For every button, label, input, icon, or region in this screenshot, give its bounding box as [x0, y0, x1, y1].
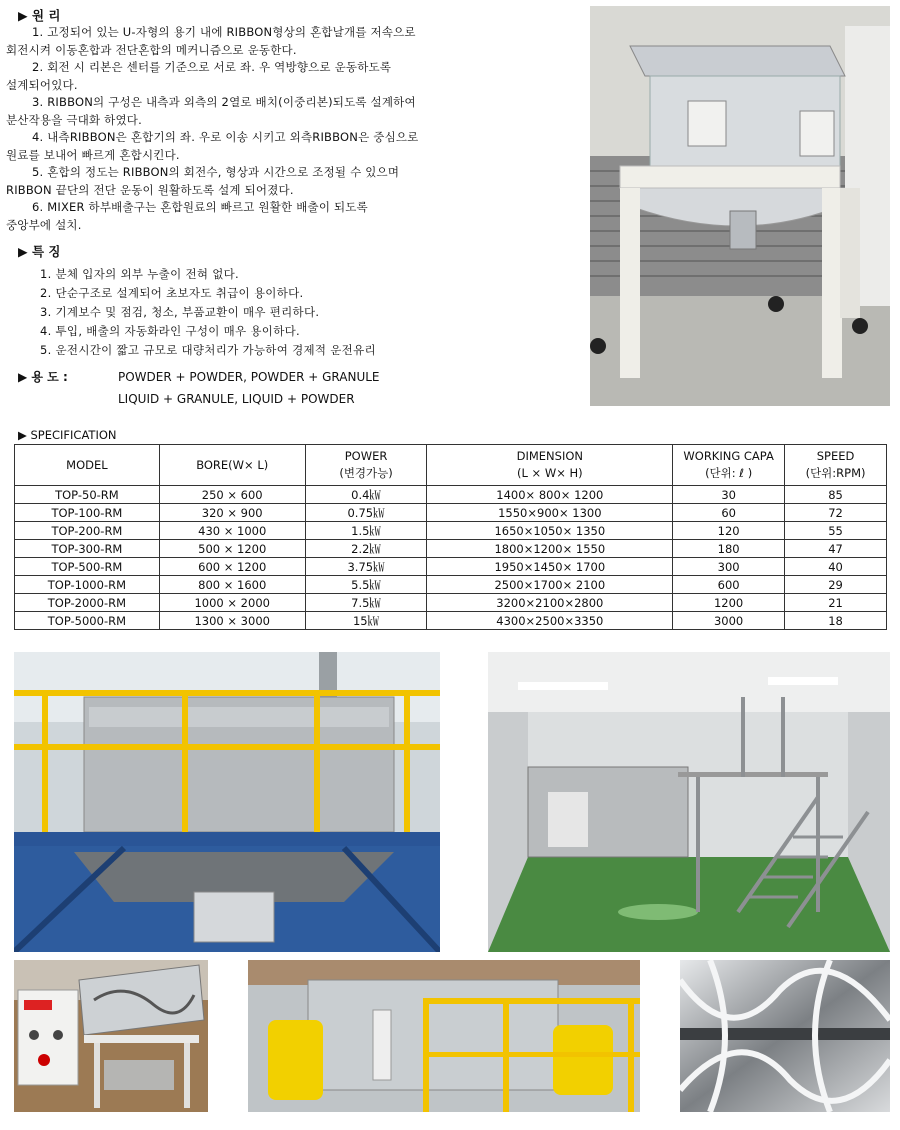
cell-model: TOP-100-RM	[15, 504, 160, 522]
cell-speed: 85	[785, 486, 887, 504]
cell-speed: 72	[785, 504, 887, 522]
principle-line: 회전시켜 이동혼합과 전단혼합의 메커니즘으로 운동한다.	[6, 42, 297, 57]
table-row	[15, 522, 887, 540]
cell-bore: 800 × 1600	[159, 576, 305, 594]
principle-line: RIBBON 끝단의 전단 운동이 원활하도록 설계 되어졌다.	[6, 182, 294, 197]
cell-model: TOP-50-RM	[15, 486, 160, 504]
cell-dimension: 2500×1700× 2100	[427, 576, 673, 594]
cell-dimension: 1800×1200× 1550	[427, 540, 673, 558]
principle-heading: ▶ 원 리	[18, 8, 61, 23]
header-speed: SPEED (단위:RPM)	[785, 445, 887, 486]
cell-dimension: 3200×2100×2800	[427, 594, 673, 612]
principle-line: 1. 고정되어 있는 U-자형의 용기 내에 RIBBON형상의 혼합날개를 저속으로	[32, 25, 416, 39]
cell-speed: 18	[785, 612, 887, 630]
cell-model: TOP-200-RM	[15, 522, 160, 540]
principle-line: 설계되어있다.	[6, 77, 78, 92]
principle-text	[6, 24, 419, 234]
cell-power: 3.75㎾	[305, 558, 427, 576]
cell-capa: 600	[673, 576, 785, 594]
features-heading: ▶ 특 징	[18, 244, 61, 259]
cell-model: TOP-2000-RM	[15, 594, 160, 612]
ribbon-mixer-photo	[590, 6, 890, 406]
cell-capa: 30	[673, 486, 785, 504]
table-row	[15, 486, 887, 504]
cell-dimension: 1950×1450× 1700	[427, 558, 673, 576]
cell-power: 2.2㎾	[305, 540, 427, 558]
feature-item: 5. 운전시간이 짧고 규모로 대량처리가 가능하여 경제적 운전유리	[40, 343, 376, 357]
cell-model: TOP-300-RM	[15, 540, 160, 558]
specification-heading: ▶ SPECIFICATION	[18, 428, 117, 442]
principle-line: 6. MIXER 하부배출구는 혼합원료의 빠르고 원활한 배출이 되도록	[32, 200, 368, 214]
table-row	[15, 612, 887, 630]
principle-line: 4. 내측RIBBON은 혼합기의 좌. 우로 이송 시키고 외측RIBBON은 중심으로	[32, 130, 419, 144]
cell-capa: 60	[673, 504, 785, 522]
cell-capa: 120	[673, 522, 785, 540]
usage-label: ▶ 용 도 :	[18, 370, 68, 384]
cell-speed: 40	[785, 558, 887, 576]
cell-dimension: 4300×2500×3350	[427, 612, 673, 630]
cell-capa: 180	[673, 540, 785, 558]
cell-bore: 430 × 1000	[159, 522, 305, 540]
header-model: MODEL	[15, 445, 160, 486]
table-header-row	[15, 445, 887, 486]
cell-capa: 3000	[673, 612, 785, 630]
cell-speed: 47	[785, 540, 887, 558]
cell-capa: 300	[673, 558, 785, 576]
header-bore: BORE(W× L)	[159, 445, 305, 486]
cell-model: TOP-5000-RM	[15, 612, 160, 630]
header-working-capa: WORKING CAPA (단위: ℓ )	[673, 445, 785, 486]
feature-item: 1. 분체 입자의 외부 누출이 전혀 없다.	[40, 267, 239, 281]
cell-power: 5.5㎾	[305, 576, 427, 594]
cell-power: 0.4㎾	[305, 486, 427, 504]
usage-line-2: LIQUID + GRANULE, LIQUID + POWDER	[118, 392, 355, 406]
specification-table	[14, 444, 887, 630]
cell-bore: 600 × 1200	[159, 558, 305, 576]
usage-line-1: POWDER + POWDER, POWDER + GRANULE	[118, 370, 380, 384]
cell-dimension: 1650×1050× 1350	[427, 522, 673, 540]
cell-bore: 1000 × 2000	[159, 594, 305, 612]
cell-bore: 320 × 900	[159, 504, 305, 522]
principle-line: 분산작용을 극대화 하였다.	[6, 112, 142, 127]
cell-speed: 21	[785, 594, 887, 612]
cell-power: 1.5㎾	[305, 522, 427, 540]
cell-speed: 55	[785, 522, 887, 540]
cell-bore: 500 × 1200	[159, 540, 305, 558]
feature-item: 3. 기계보수 및 점검, 청소, 부품교환이 매우 편리하다.	[40, 305, 320, 319]
feature-item: 4. 투입, 배출의 자동화라인 구성이 매우 용이하다.	[40, 324, 300, 338]
table-row	[15, 558, 887, 576]
table-row	[15, 540, 887, 558]
cell-capa: 1200	[673, 594, 785, 612]
principle-line: 중앙부에 설치.	[6, 217, 82, 232]
industrial-mixer-yellow-motor-photo	[248, 960, 640, 1112]
ribbon-agitator-closeup-photo	[680, 960, 890, 1112]
cell-dimension: 1400× 800× 1200	[427, 486, 673, 504]
principle-line: 5. 혼합의 정도는 RIBBON의 회전수, 형상과 시간으로 조정될 수 있으며	[32, 165, 400, 179]
cell-model: TOP-1000-RM	[15, 576, 160, 594]
cell-dimension: 1550×900× 1300	[427, 504, 673, 522]
table-row	[15, 576, 887, 594]
header-power: POWER (변경가능)	[305, 445, 427, 486]
cell-power: 7.5㎾	[305, 594, 427, 612]
cell-bore: 250 × 600	[159, 486, 305, 504]
lab-mixer-photo	[14, 960, 208, 1112]
cell-bore: 1300 × 3000	[159, 612, 305, 630]
feature-item: 2. 단순구조로 설계되어 초보자도 취급이 용이하다.	[40, 286, 304, 300]
cell-power: 15㎾	[305, 612, 427, 630]
cleanroom-photo	[488, 652, 890, 952]
principle-line: 3. RIBBON의 구성은 내측과 외측의 2열로 배치(이중리본)되도록 설계하여	[32, 95, 416, 109]
principle-line: 원료를 보내어 빠르게 혼합시킨다.	[6, 147, 180, 162]
installation-photo-yellow-railing	[14, 652, 440, 952]
table-row	[15, 594, 887, 612]
cell-power: 0.75㎾	[305, 504, 427, 522]
header-dimension: DIMENSION (L × W× H)	[427, 445, 673, 486]
table-row	[15, 504, 887, 522]
principle-line: 2. 회전 시 리본은 센터를 기준으로 서로 좌. 우 역방향으로 운동하도록	[32, 60, 392, 74]
features-list	[20, 265, 376, 360]
cell-model: TOP-500-RM	[15, 558, 160, 576]
cell-speed: 29	[785, 576, 887, 594]
